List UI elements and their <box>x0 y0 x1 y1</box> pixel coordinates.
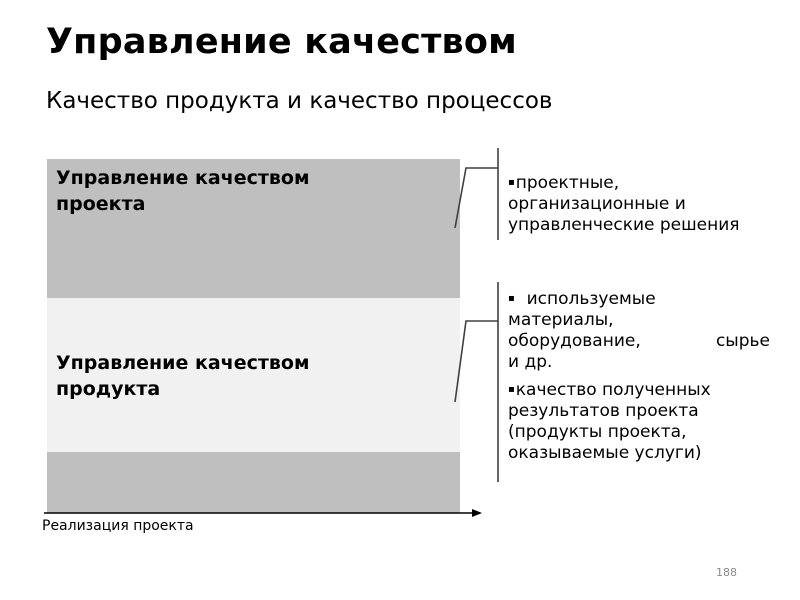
product-quality-note <box>508 288 770 470</box>
top-connector <box>455 168 498 228</box>
bullet-icon: ▪ <box>508 293 515 304</box>
slide-subtitle: Качество продукта и качество процессов <box>46 88 553 114</box>
bullet-icon: ▪ <box>508 384 515 395</box>
note-item <box>508 379 770 464</box>
note-text: и др. <box>508 352 553 372</box>
note-line <box>508 288 770 310</box>
bottom-connector <box>455 321 498 402</box>
note-text: сырье <box>715 331 770 351</box>
product-quality-label: Управление качеством продукта <box>56 352 310 400</box>
project-quality-label: Управление качеством проекта <box>56 167 310 215</box>
process-quality-note <box>508 172 770 242</box>
timeline-label: Реализация проекта <box>42 518 194 534</box>
slide-title: Управление качеством <box>46 22 517 62</box>
note-item <box>508 288 770 373</box>
note-item <box>508 172 770 236</box>
timeline-arrowhead <box>472 509 482 517</box>
note-text: используемые <box>526 289 656 309</box>
note-line <box>508 331 770 352</box>
page-number: 188 <box>716 566 737 579</box>
note-text: оборудование, <box>508 331 641 351</box>
note-text: проектные, организационные и управленческие решения <box>508 173 740 235</box>
bullet-icon: ▪ <box>508 177 515 188</box>
note-text: материалы, <box>508 310 614 330</box>
note-text: качество полученных результатов проекта (продукты проекта, оказываемые услуги) <box>508 380 711 463</box>
